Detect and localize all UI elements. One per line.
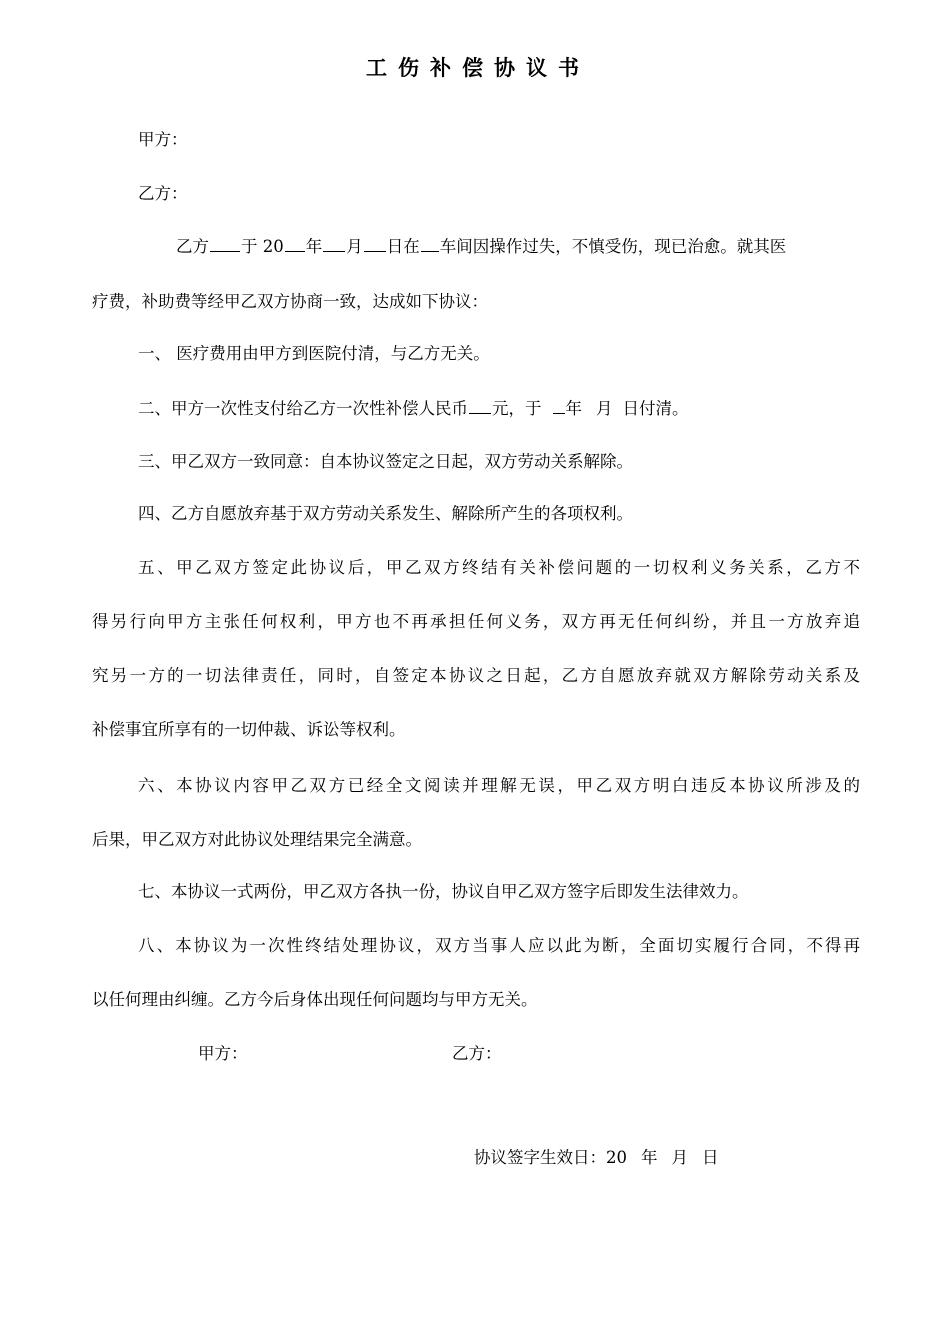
blank-name bbox=[210, 234, 240, 252]
blank-pay-year bbox=[553, 396, 565, 414]
intro-line-1 bbox=[176, 234, 786, 259]
effective-date bbox=[474, 1146, 719, 1170]
clause-3: 三、甲乙双方一致同意：自本协议签定之日起，双方劳动关系解除。 bbox=[138, 452, 633, 471]
clause-6-line-1: 六、本协议内容甲乙双方已经全文阅读并理解无误，甲乙双方明白违反本协议所涉及的 bbox=[138, 776, 860, 795]
intro-part: 年 bbox=[305, 237, 323, 256]
intro-part: 于 20 bbox=[241, 237, 284, 256]
clause-2-part: 月 bbox=[596, 399, 613, 418]
clause-2 bbox=[138, 396, 689, 421]
clause-5-line-2: 得另行向甲方主张任何权利，甲方也不再承担任何义务，双方再无任何纠纷，并且一方放弃追 bbox=[92, 612, 860, 631]
blank-month bbox=[323, 234, 345, 252]
intro-line-2: 疗费，补助费等经甲乙双方协商一致，达成如下协议： bbox=[92, 292, 488, 311]
intro-part: 乙方 bbox=[176, 237, 209, 256]
signature-party-b: 乙方： bbox=[452, 1044, 502, 1063]
document-title: 工伤补偿协议书 bbox=[366, 56, 590, 80]
intro-part: 车间因操作过失，不慎受伤，现已治愈。就其医 bbox=[439, 237, 787, 256]
blank-workshop bbox=[421, 234, 439, 252]
clause-2-part: 元，于 bbox=[492, 399, 542, 418]
intro-part: 月 bbox=[346, 237, 363, 256]
signature-party-a: 甲方： bbox=[198, 1044, 248, 1063]
clause-7: 七、本协议一式两份，甲乙双方各执一份，协议自甲乙双方签字后即发生法律效力。 bbox=[138, 882, 749, 901]
effective-date-label: 协议签字生效日：20 bbox=[474, 1148, 627, 1167]
effective-date-day: 日 bbox=[702, 1148, 719, 1167]
clause-5-line-1: 五、甲乙双方签定此协议后，甲乙双方终结有关补偿问题的一切权利义务关系，乙方不 bbox=[138, 558, 860, 577]
blank-year bbox=[285, 234, 305, 252]
clause-8-line-2: 以任何理由纠缠。乙方今后身体出现任何问题均与甲方无关。 bbox=[92, 990, 538, 1009]
effective-date-month: 月 bbox=[671, 1148, 688, 1167]
clause-2-part: 年 bbox=[565, 399, 582, 418]
clause-4: 四、乙方自愿放弃基于双方劳动关系发生、解除所产生的各项权利。 bbox=[138, 504, 633, 523]
clause-1: 一、 医疗费用由甲方到医院付清，与乙方无关。 bbox=[138, 344, 490, 363]
clause-2-part: 二、甲方一次性支付给乙方一次性补偿人民币 bbox=[138, 399, 468, 418]
clause-5-line-4: 补偿事宜所享有的一切仲裁、诉讼等权利。 bbox=[92, 720, 406, 739]
party-a-label: 甲方： bbox=[138, 130, 188, 149]
clause-8-line-1: 八、本协议为一次性终结处理协议，双方当事人应以此为断，全面切实履行合同，不得再 bbox=[138, 936, 860, 955]
party-b-label: 乙方： bbox=[138, 184, 188, 203]
clause-2-part: 日付清。 bbox=[622, 399, 689, 418]
clause-6-line-2: 后果，甲乙双方对此协议处理结果完全满意。 bbox=[92, 830, 422, 849]
clause-5-line-3: 究另一方的一切法律责任，同时，自签定本协议之日起，乙方自愿放弃就双方解除劳动关系及 bbox=[92, 666, 860, 685]
blank-amount bbox=[469, 396, 491, 414]
intro-part: 日在 bbox=[386, 237, 420, 256]
effective-date-year: 年 bbox=[641, 1148, 658, 1167]
blank-day bbox=[364, 234, 386, 252]
